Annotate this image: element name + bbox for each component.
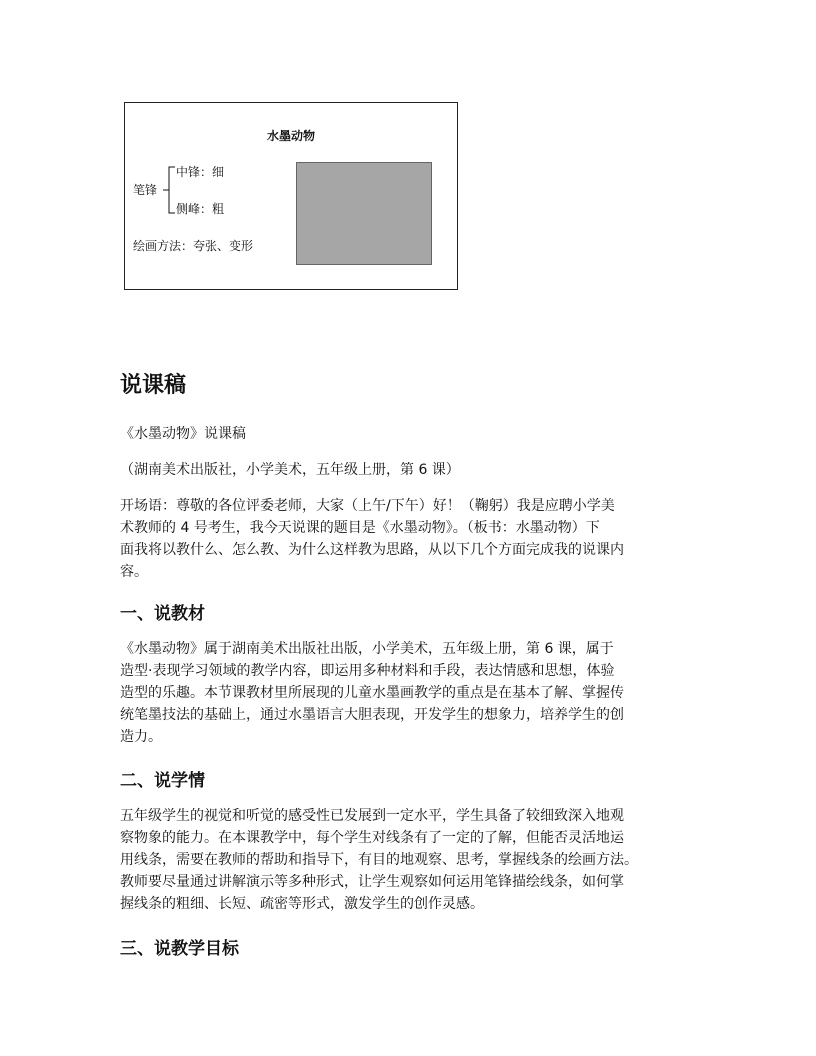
opening-line: 术教师的 4 号考生，我今天说课的题目是《水墨动物》。（板书：水墨动物）下 xyxy=(120,520,600,536)
blackboard-design xyxy=(124,102,458,290)
image-placeholder xyxy=(296,162,432,265)
paragraph-line: 统笔墨技法的基础上，通过水墨语言大胆表现，开发学生的想象力，培养学生的创 xyxy=(120,707,624,723)
section-heading-objectives: 三、说教学目标 xyxy=(120,939,239,959)
method-label: 绘画方法：夸张、变形 xyxy=(133,239,254,253)
paragraph-line: 察物象的能力。在本课教学中，每个学生对线条有了一定的了解，但能否灵活地运 xyxy=(120,830,624,846)
opening-line: 容。 xyxy=(120,564,148,580)
section-heading-textbook: 一、说教材 xyxy=(120,604,205,624)
side-tip-label: 侧峰：粗 xyxy=(176,202,225,216)
opening-line: 面我将以教什么、怎么教、为什么这样教为思路，从以下几个方面完成我的说课内 xyxy=(120,542,624,558)
students-paragraph xyxy=(120,805,704,915)
paragraph-line: 《水墨动物》属于湖南美术出版社出版，小学美术，五年级上册，第 6 课，属于 xyxy=(120,641,614,657)
doc-title: 说课稿 xyxy=(120,373,187,398)
section-heading-students: 二、说学情 xyxy=(120,771,205,791)
paragraph-line: 造型的乐趣。本节课教材里所展现的儿童水墨画教学的重点是在基本了解、掌握传 xyxy=(120,685,624,701)
board-title: 水墨动物 xyxy=(266,129,315,143)
center-tip-label: 中锋：细 xyxy=(176,165,225,179)
paragraph-line: 用线条，需要在教师的帮助和指导下，有目的地观察、思考，掌握线条的绘画方法。 xyxy=(120,852,638,868)
textbook-paragraph xyxy=(120,638,704,748)
paragraph-line: 握线条的粗细、长短、疏密等形式，激发学生的创作灵感。 xyxy=(120,896,484,912)
doc-subtitle: 《水墨动物》说课稿 xyxy=(120,426,246,442)
paragraph-line: 五年级学生的视觉和听觉的感受性已发展到一定水平，学生具备了较细致深入地观 xyxy=(120,808,624,824)
brush-label: 笔锋 xyxy=(133,183,158,197)
publisher-info: （湖南美术出版社，小学美术，五年级上册，第 6 课） xyxy=(120,462,460,478)
paragraph-line: 造力。 xyxy=(120,729,162,745)
paragraph-line: 造型·表现学习领域的教学内容，即运用多种材料和手段，表达情感和思想，体验 xyxy=(120,663,615,679)
opening-paragraph xyxy=(120,495,704,583)
opening-line: 开场语：尊敬的各位评委老师，大家（上午/下午）好！（鞠躬）我是应聘小学美 xyxy=(120,498,615,514)
paragraph-line: 教师要尽量通过讲解演示等多种形式，让学生观察如何运用笔锋描绘线条，如何掌 xyxy=(120,874,624,890)
